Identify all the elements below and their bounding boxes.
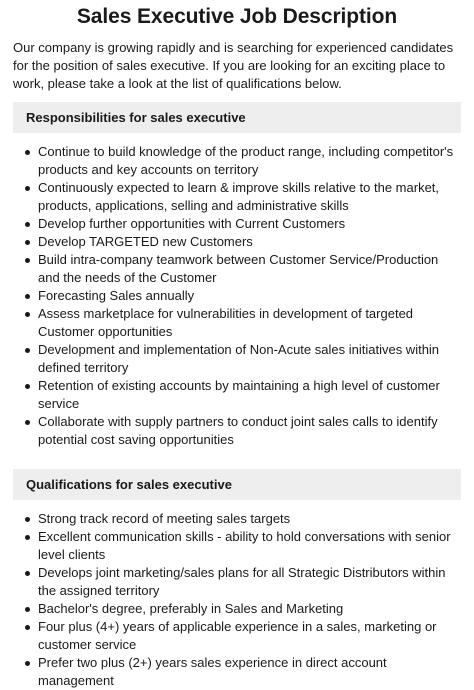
list-item: Assess marketplace for vulnerabilities in development of targeted Customer opportunities bbox=[38, 305, 461, 341]
list-item: Continuously expected to learn & improve skills relative to the market, products, applications, selling and administrative skills bbox=[38, 179, 461, 215]
list-item: Excellent communication skills - ability to hold conversations with senior level clients bbox=[38, 528, 461, 564]
responsibilities-list bbox=[13, 143, 461, 449]
intro-paragraph: Our company is growing rapidly and is searching for experienced candidates for the position of sales executive. If you are looking for an exciting place to work, please take a look at the list of qualifications below. bbox=[13, 40, 454, 91]
list-item: Forecasting Sales annually bbox=[38, 287, 461, 305]
list-item: Bachelor's degree, preferably in Sales and Marketing bbox=[38, 600, 461, 618]
responsibilities-heading: Responsibilities for sales executive bbox=[13, 102, 461, 133]
list-item: Development and implementation of Non-Acute sales initiatives within defined territory bbox=[38, 341, 461, 377]
list-item: Prefer two plus (2+) years sales experience in direct account management bbox=[38, 654, 461, 690]
list-item: Develop TARGETED new Customers bbox=[38, 233, 461, 251]
list-item: Build intra-company teamwork between Customer Service/Production and the needs of the Customer bbox=[38, 251, 461, 287]
list-item: Strong track record of meeting sales targets bbox=[38, 510, 461, 528]
list-item: Four plus (4+) years of applicable experience in a sales, marketing or customer service bbox=[38, 618, 461, 654]
page-title: Sales Executive Job Description bbox=[76, 5, 398, 28]
list-item: Continue to build knowledge of the product range, including competitor's products and key accounts on territory bbox=[38, 143, 461, 179]
list-item: Retention of existing accounts by maintaining a high level of customer service bbox=[38, 377, 461, 413]
list-item: Develops joint marketing/sales plans for all Strategic Distributors within the assigned territory bbox=[38, 564, 461, 600]
qualifications-heading: Qualifications for sales executive bbox=[13, 469, 461, 500]
list-item: Develop further opportunities with Current Customers bbox=[38, 215, 461, 233]
qualifications-list bbox=[13, 510, 461, 690]
list-item: Collaborate with supply partners to conduct joint sales calls to identify potential cost saving opportunities bbox=[38, 413, 461, 449]
